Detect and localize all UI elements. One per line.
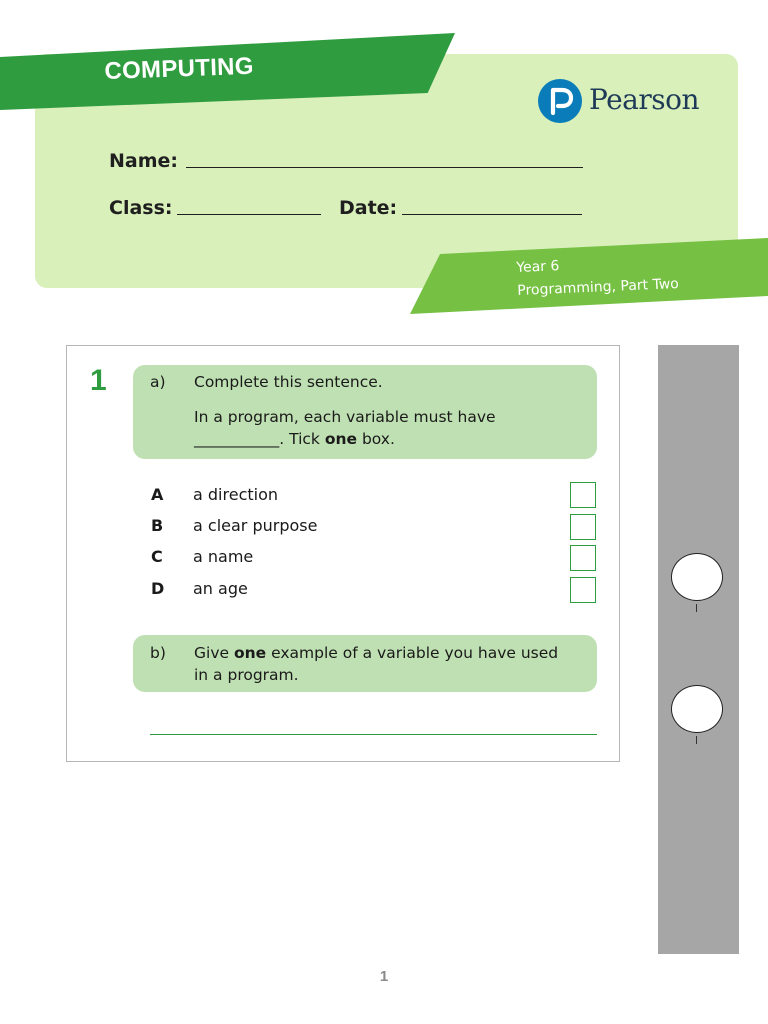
option-letter: D	[151, 579, 165, 598]
option-text: a clear purpose	[193, 516, 318, 535]
mark-total-a	[696, 604, 697, 612]
class-label: Class:	[109, 197, 173, 219]
option-text: an age	[193, 579, 248, 598]
unit-label: Programming, Part Two	[517, 275, 680, 299]
option-letter: C	[151, 547, 163, 566]
option-b-checkbox[interactable]	[570, 514, 596, 540]
name-label: Name:	[109, 150, 179, 172]
option-letter: A	[151, 485, 164, 504]
part-a-label: a)	[150, 373, 166, 391]
part-a-sentence: In a program, each variable must have	[194, 408, 496, 426]
marks-margin	[658, 345, 739, 954]
part-a-instruction: Complete this sentence.	[194, 373, 383, 391]
page-number: 1	[379, 968, 389, 985]
pearson-p-logo-icon	[538, 79, 582, 123]
publisher-name: Pearson	[589, 83, 699, 116]
option-c-checkbox[interactable]	[570, 545, 596, 571]
date-label: Date:	[339, 197, 398, 219]
mark-box-a[interactable]	[671, 553, 723, 601]
option-text: a name	[193, 547, 254, 566]
mark-total-b	[696, 736, 697, 744]
part-b-label: b)	[150, 644, 166, 662]
option-text: a direction	[193, 485, 279, 504]
part-b-answer-line[interactable]	[150, 734, 597, 735]
option-letter: B	[151, 516, 164, 535]
year-label: Year 6	[516, 258, 560, 276]
part-b-question: Give one example of a variable you have used	[194, 644, 559, 662]
subject-title: COMPUTING	[104, 52, 255, 85]
option-d-checkbox[interactable]	[570, 577, 596, 603]
part-b-question-end: in a program.	[194, 666, 299, 684]
name-field[interactable]	[186, 167, 583, 168]
part-a-sentence-end: ___________. Tick one box.	[194, 430, 395, 448]
class-field[interactable]	[177, 214, 321, 215]
option-a-checkbox[interactable]	[570, 482, 596, 508]
date-field[interactable]	[402, 214, 582, 215]
question-number: 1	[90, 364, 107, 397]
mark-box-b[interactable]	[671, 685, 723, 733]
